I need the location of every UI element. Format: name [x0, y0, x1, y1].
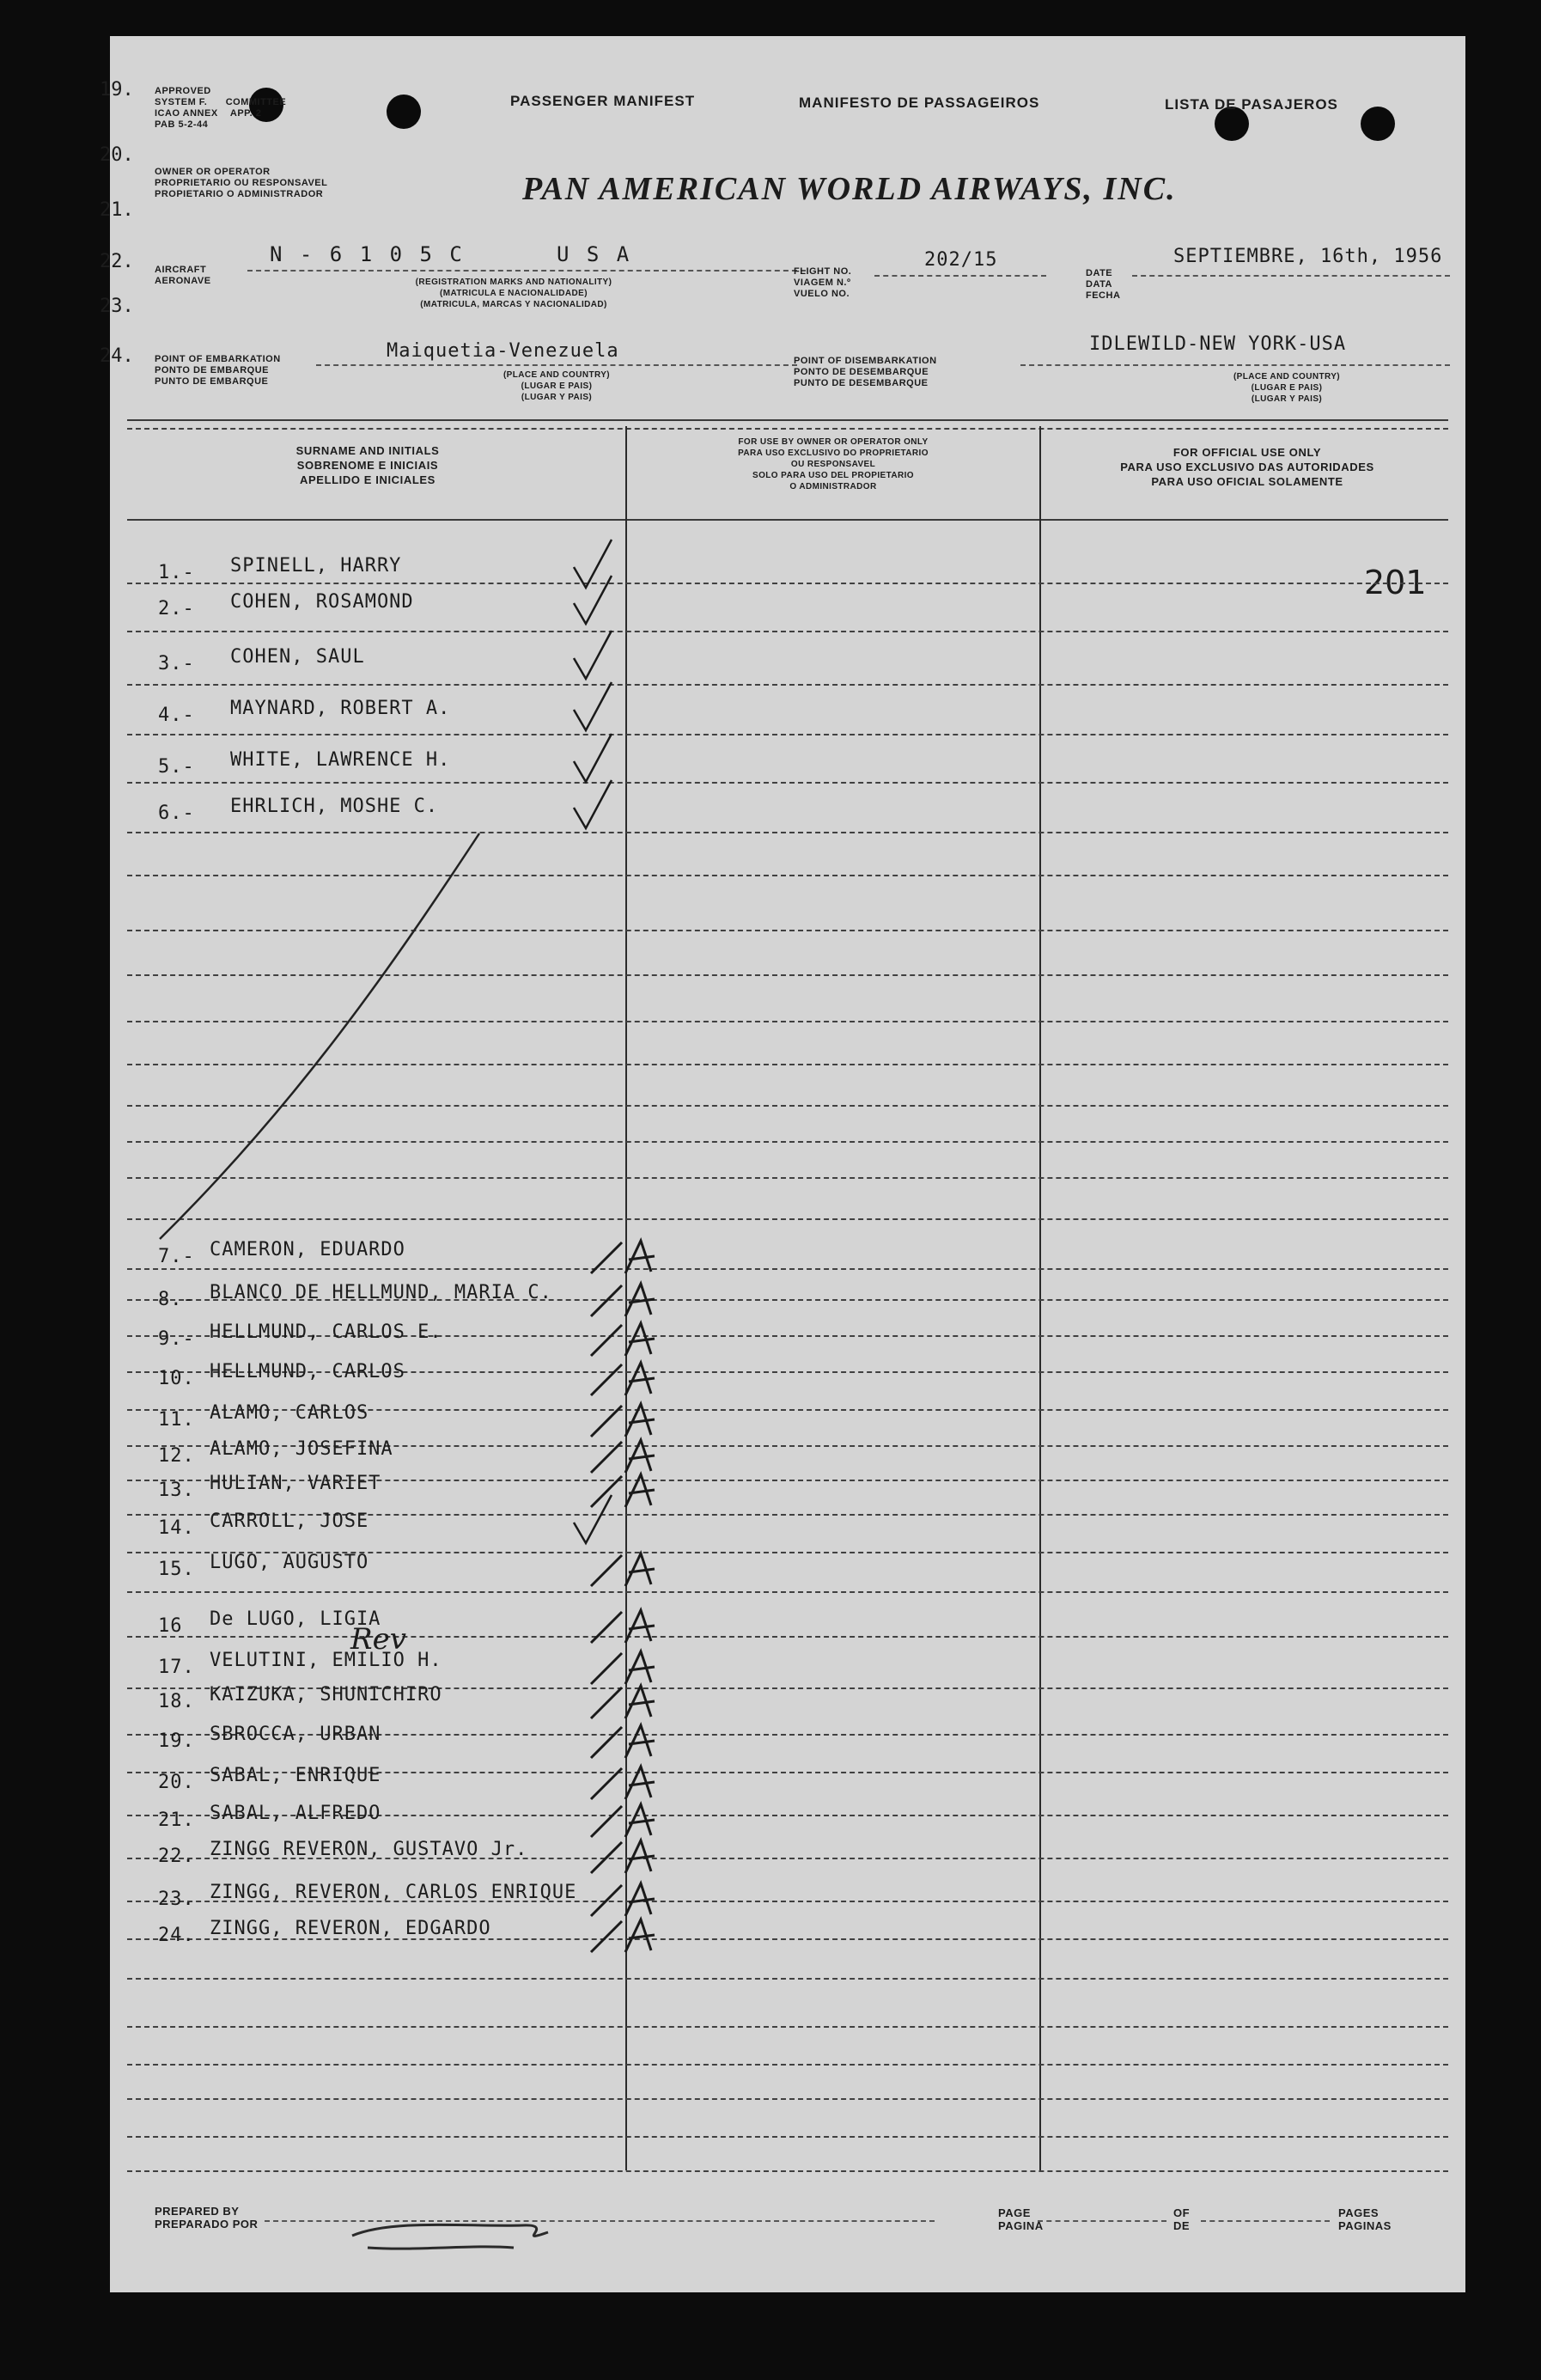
- row-line: [127, 782, 1448, 784]
- attended-mark: [591, 1840, 655, 1873]
- aircraft-underline: [247, 270, 806, 272]
- passenger-name: KAIZUKA, SHUNICHIRO: [210, 1684, 442, 1706]
- date-label-line: DATE: [1086, 268, 1113, 278]
- passenger-number: 18.: [158, 1691, 195, 1712]
- line-number: 22.: [100, 251, 134, 272]
- passenger-name: ZINGG, REVERON, EDGARDO: [210, 1918, 491, 1939]
- passenger-name: ALAMO, JOSEFINA: [210, 1438, 393, 1460]
- column-divider: [1039, 426, 1041, 2170]
- column-header-line: OU RESPONSAVEL: [790, 460, 876, 469]
- embark-sublabels: [462, 369, 651, 403]
- prepared-line: PREPARED BY: [155, 2205, 240, 2218]
- of-line: OF: [1173, 2206, 1191, 2219]
- passenger-name: ZINGG, REVERON, CARLOS ENRIQUE: [210, 1882, 577, 1903]
- passenger-number: 10.: [158, 1368, 195, 1389]
- of-underline: [1201, 2220, 1330, 2222]
- passenger-name: EHRLICH, MOSHE C.: [230, 796, 439, 817]
- row-line: [127, 1141, 1448, 1143]
- disembark-sublabels: [1192, 371, 1381, 405]
- check-mark: [574, 682, 612, 730]
- passenger-name: VELUTINI, EMILIO H.: [210, 1650, 442, 1671]
- embark-sublabel: (LUGAR E PAIS): [521, 381, 593, 391]
- disembark-underline: [1020, 364, 1450, 366]
- flight-label: [794, 266, 851, 300]
- disembark-label: [794, 356, 937, 389]
- embark-sublabel: (LUGAR Y PAIS): [521, 393, 593, 402]
- disembark-label-line: POINT OF DISEMBARKATION: [794, 356, 937, 366]
- of-label: [1173, 2206, 1190, 2232]
- page-label: [998, 2206, 1044, 2232]
- passenger-name: CARROLL, JOSE: [210, 1510, 369, 1532]
- passenger-number: 19.: [158, 1730, 195, 1752]
- row-line: [127, 2026, 1448, 2028]
- passenger-name: COHEN, ROSAMOND: [230, 591, 414, 613]
- pages-line: PAGINAS: [1338, 2219, 1392, 2232]
- passenger-name: COHEN, SAUL: [230, 646, 365, 668]
- flight-label-line: VUELO NO.: [794, 289, 850, 299]
- disembark-value: IDLEWILD-NEW YORK-USA: [1089, 333, 1347, 355]
- column-header-official: [1046, 445, 1448, 489]
- owner-value: PAN AMERICAN WORLD AIRWAYS, INC.: [522, 171, 1177, 207]
- column-header-line: FOR USE BY OWNER OR OPERATOR ONLY: [738, 437, 929, 447]
- embark-label-line: PONTO DE EMBARQUE: [155, 365, 269, 375]
- passenger-number: 4.-: [158, 705, 195, 726]
- date-label-line: FECHA: [1086, 290, 1121, 301]
- passenger-name: HELLMUND, CARLOS: [210, 1361, 405, 1382]
- attended-mark: [591, 1883, 655, 1916]
- attended-mark: [591, 1651, 655, 1684]
- check-mark: [574, 1495, 612, 1543]
- flight-underline: [874, 275, 1046, 277]
- column-header-line: PARA USO EXCLUSIVO DO PROPRIETARIO: [738, 449, 929, 458]
- passenger-number: 13.: [158, 1480, 195, 1501]
- title-passenger-manifest: PASSENGER MANIFEST: [510, 93, 696, 109]
- manifest-sheet: [100, 36, 1465, 2292]
- passenger-number: 14.: [158, 1517, 195, 1539]
- line-number: 21.: [100, 199, 134, 221]
- row-line: [127, 832, 1448, 833]
- passenger-name: LUGO, AUGUSTO: [210, 1552, 369, 1573]
- embark-value: Maiquetia-Venezuela: [387, 340, 619, 362]
- column-header-line: FOR OFFICIAL USE ONLY: [1172, 446, 1322, 459]
- of-line: DE: [1173, 2219, 1191, 2232]
- aircraft-label-line: AERONAVE: [155, 276, 211, 286]
- approval-line: PAB 5-2-44: [155, 119, 209, 130]
- row-line: [127, 875, 1448, 876]
- embark-label: [155, 354, 281, 388]
- owner-label: [155, 167, 327, 200]
- pages-line: PAGES: [1338, 2206, 1380, 2219]
- passenger-number: 16: [158, 1615, 183, 1637]
- disembark-sublabel: (PLACE AND COUNTRY): [1233, 372, 1341, 381]
- row-line: [127, 930, 1448, 931]
- column-header-line: SOLO PARA USO DEL PROPIETARIO: [752, 471, 914, 480]
- row-line: [127, 1268, 1448, 1270]
- owner-label-line: PROPIETARIO O ADMINISTRADOR: [155, 189, 324, 199]
- passenger-number: 15.: [158, 1559, 195, 1580]
- passenger-number: 21.: [158, 1809, 195, 1831]
- disembark-sublabel: (LUGAR Y PAIS): [1251, 394, 1323, 404]
- passenger-name: HULIAN, VARIET: [210, 1473, 381, 1494]
- owner-label-line: PROPRIETARIO OU RESPONSAVEL: [155, 178, 328, 188]
- passenger-number: 1.-: [158, 562, 195, 583]
- approval-block: [155, 86, 286, 131]
- owner-label-line: OWNER OR OPERATOR: [155, 167, 271, 177]
- passenger-name: MAYNARD, ROBERT A.: [230, 698, 451, 719]
- row-line: [127, 974, 1448, 976]
- flight-number: 202/15: [924, 249, 998, 271]
- approval-line: SYSTEM F. COMMITTEE: [155, 97, 287, 107]
- passenger-name: SABAL, ALFREDO: [210, 1803, 381, 1824]
- passenger-number: 11.: [158, 1409, 195, 1431]
- punch-hole: [387, 95, 421, 129]
- attended-mark: [591, 1686, 655, 1718]
- disembark-label-line: PONTO DE DESEMBARQUE: [794, 367, 929, 377]
- line-number: 20.: [100, 144, 134, 166]
- row-line: [127, 2136, 1448, 2138]
- aircraft-nationality: U S A: [557, 242, 632, 266]
- page-line: PAGE: [998, 2206, 1031, 2219]
- passenger-name: CAMERON, EDUARDO: [210, 1239, 405, 1260]
- passenger-name: SPINELL, HARRY: [230, 555, 402, 577]
- title-lista: LISTA DE PASAJEROS: [1165, 96, 1338, 113]
- column-header-names: [170, 443, 565, 487]
- row-line: [127, 1177, 1448, 1179]
- passenger-name: SBROCCA, URBAN: [210, 1724, 381, 1745]
- date-underline: [1132, 275, 1450, 277]
- row-line: [127, 1064, 1448, 1065]
- aircraft-sublabel: (MATRICULA, MARCAS Y NACIONALIDAD): [420, 300, 607, 309]
- table-top-rule: [127, 428, 1448, 430]
- check-mark: [574, 780, 612, 828]
- line-number: 23.: [100, 296, 134, 317]
- prepared-underline: [265, 2220, 935, 2222]
- approval-line: ICAO ANNEX APP. 2: [155, 108, 262, 119]
- column-divider: [625, 426, 627, 2170]
- passenger-number: 23.: [158, 1889, 195, 1910]
- line-number: 19.: [100, 79, 134, 101]
- attended-mark: [591, 1725, 655, 1758]
- aircraft-sublabel: (REGISTRATION MARKS AND NATIONALITY): [415, 278, 612, 287]
- attended-mark: [591, 1804, 655, 1837]
- row-line: [127, 1636, 1448, 1638]
- check-mark: [574, 540, 612, 588]
- aircraft-sublabel: (MATRICULA E NACIONALIDADE): [440, 289, 588, 298]
- flight-label-line: FLIGHT NO.: [794, 266, 852, 277]
- page-line: PAGINA: [998, 2219, 1044, 2232]
- disembark-label-line: PUNTO DE DESEMBARQUE: [794, 378, 929, 388]
- row-line: [127, 1021, 1448, 1022]
- passenger-number: 8.-: [158, 1289, 195, 1310]
- passenger-number: 22.: [158, 1846, 195, 1867]
- handwritten-note: Rev: [350, 1622, 406, 1657]
- title-manifesto: MANIFESTO DE PASSAGEIROS: [799, 95, 1040, 111]
- punch-hole: [1361, 107, 1395, 141]
- row-line: [127, 684, 1448, 686]
- passenger-name: ALAMO, CARLOS: [210, 1402, 369, 1424]
- column-header-line: PARA USO OFICIAL SOLAMENTE: [1151, 475, 1343, 488]
- disembark-sublabel: (LUGAR E PAIS): [1251, 383, 1323, 393]
- passenger-number: 7.-: [158, 1246, 195, 1267]
- flight-label-line: VIAGEM N.º: [794, 278, 851, 288]
- aircraft-sublabels: [333, 277, 694, 310]
- passenger-name: ZINGG REVERON, GUSTAVO Jr.: [210, 1839, 528, 1860]
- row-line: [127, 2064, 1448, 2066]
- prepared-line: PREPARADO POR: [155, 2218, 259, 2230]
- passenger-number: 3.-: [158, 653, 195, 674]
- passenger-name: HELLMUND, CARLOS E.: [210, 1321, 442, 1343]
- passenger-name: WHITE, LAWRENCE H.: [230, 749, 451, 771]
- approval-line: APPROVED: [155, 86, 211, 96]
- column-header-line: O ADMINISTRADOR: [789, 482, 877, 491]
- passenger-number: 5.-: [158, 756, 195, 778]
- row-line: [127, 1218, 1448, 1220]
- table-top-rule: [127, 419, 1448, 421]
- passenger-number: 17.: [158, 1657, 195, 1678]
- header-bottom-rule: [127, 519, 1448, 521]
- row-line: [127, 1978, 1448, 1980]
- official-number: 201: [1364, 564, 1427, 601]
- passenger-number: 6.-: [158, 802, 195, 824]
- passenger-name: BLANCO DE HELLMUND, MARIA C.: [210, 1282, 552, 1303]
- attended-mark: [591, 1553, 655, 1586]
- attended-mark: [591, 1919, 655, 1952]
- check-mark: [574, 631, 612, 679]
- signature-scribble: [352, 2224, 548, 2249]
- attended-mark: [591, 1610, 655, 1643]
- embark-underline: [316, 364, 797, 366]
- column-header-line: SOBRENOME E INICIAIS: [296, 459, 439, 472]
- date-label: [1086, 268, 1120, 302]
- embark-sublabel: (PLACE AND COUNTRY): [502, 370, 611, 380]
- passenger-number: 2.-: [158, 598, 195, 619]
- passenger-name: SABAL, ENRIQUE: [210, 1765, 381, 1786]
- row-line: [127, 1105, 1448, 1107]
- aircraft-registration: N - 6 1 0 5 C: [270, 242, 465, 266]
- passenger-number: 9.-: [158, 1328, 195, 1350]
- date-label-line: DATA: [1086, 279, 1112, 290]
- prepared-by-label: [155, 2205, 258, 2230]
- date-value: SEPTIEMBRE, 16th, 1956: [1173, 246, 1443, 267]
- row-line: [127, 583, 1448, 584]
- column-header-line: APELLIDO E INICIALES: [300, 473, 436, 486]
- column-header-line: SURNAME AND INITIALS: [295, 444, 440, 457]
- attended-mark: [591, 1323, 655, 1356]
- passenger-name: De LUGO, LIGIA: [210, 1608, 381, 1630]
- pages-label: [1338, 2206, 1392, 2232]
- passenger-number: 12.: [158, 1445, 195, 1467]
- row-line: [127, 1591, 1448, 1593]
- aircraft-label-line: AIRCRAFT: [155, 265, 207, 275]
- attended-mark: [591, 1363, 655, 1395]
- row-line: [127, 2170, 1448, 2172]
- passenger-number: 20.: [158, 1772, 195, 1793]
- column-header-owner: [634, 436, 1032, 492]
- passenger-number: 24.: [158, 1925, 195, 1946]
- embark-label-line: PUNTO DE EMBARQUE: [155, 376, 269, 387]
- row-line: [127, 631, 1448, 632]
- page-underline: [1038, 2220, 1166, 2222]
- row-line: [127, 734, 1448, 735]
- row-line: [127, 2098, 1448, 2100]
- column-header-line: PARA USO EXCLUSIVO DAS AUTORIDADES: [1120, 461, 1374, 473]
- embark-label-line: POINT OF EMBARKATION: [155, 354, 281, 364]
- line-number: 24.: [100, 345, 134, 367]
- check-mark: [574, 734, 612, 782]
- aircraft-label: [155, 265, 211, 287]
